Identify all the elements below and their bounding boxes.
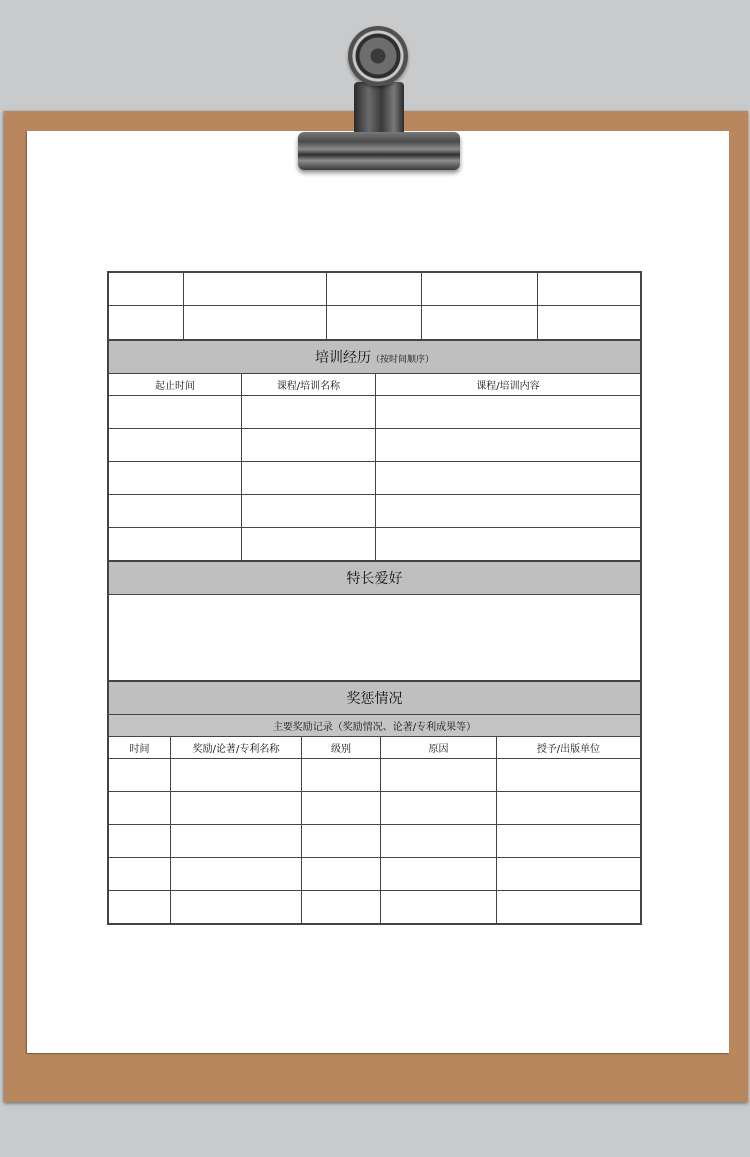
- award-cell[interactable]: [497, 858, 641, 891]
- talents-table: [108, 561, 641, 681]
- column-header-award-name: 奖励/论著/专利名称: [171, 737, 302, 759]
- info-cell[interactable]: [327, 306, 422, 340]
- info-cell[interactable]: [184, 273, 327, 306]
- training-cell[interactable]: [109, 528, 242, 561]
- award-cell[interactable]: [302, 759, 381, 792]
- clip-base: [298, 132, 460, 170]
- training-cell[interactable]: [242, 396, 376, 429]
- column-header-reason: 原因: [381, 737, 497, 759]
- award-cell[interactable]: [381, 858, 497, 891]
- training-cell[interactable]: [376, 495, 641, 528]
- top-info-table: [108, 272, 641, 340]
- table-row: [109, 306, 641, 340]
- awards-subheader: 主要奖励记录（奖励情况、论著/专利成果等）: [109, 715, 641, 737]
- table-row: [109, 858, 641, 891]
- table-row: [109, 891, 641, 924]
- training-title: 培训经历: [314, 350, 371, 366]
- table-row: [109, 396, 641, 429]
- info-cell[interactable]: [327, 273, 422, 306]
- info-cell[interactable]: [184, 306, 327, 340]
- column-header-period: 起止时间: [109, 374, 242, 396]
- award-cell[interactable]: [171, 759, 302, 792]
- table-row: [109, 759, 641, 792]
- binder-clip-icon: [296, 24, 462, 172]
- award-cell[interactable]: [381, 891, 497, 924]
- table-row: [109, 462, 641, 495]
- award-cell[interactable]: [109, 858, 171, 891]
- award-cell[interactable]: [171, 792, 302, 825]
- award-cell[interactable]: [171, 825, 302, 858]
- training-section-header: [109, 341, 641, 374]
- table-row: [109, 273, 641, 306]
- training-note: （按时间顺序）: [370, 355, 434, 365]
- award-cell[interactable]: [302, 858, 381, 891]
- info-cell[interactable]: [538, 306, 641, 340]
- award-cell[interactable]: [497, 825, 641, 858]
- talents-section-header: 特长爱好: [109, 562, 641, 595]
- award-cell[interactable]: [171, 858, 302, 891]
- info-cell[interactable]: [109, 306, 184, 340]
- awards-table: [108, 681, 641, 924]
- table-row: [109, 825, 641, 858]
- training-cell[interactable]: [109, 495, 242, 528]
- info-cell[interactable]: [422, 273, 538, 306]
- award-cell[interactable]: [497, 759, 641, 792]
- award-cell[interactable]: [302, 792, 381, 825]
- training-cell[interactable]: [109, 462, 242, 495]
- column-header-course-content: 课程/培训内容: [376, 374, 641, 396]
- training-cell[interactable]: [376, 528, 641, 561]
- talents-content-field[interactable]: [109, 595, 641, 681]
- awards-section-header: 奖惩情况: [109, 682, 641, 715]
- column-header-issuer: 授予/出版单位: [497, 737, 641, 759]
- table-row: [109, 528, 641, 561]
- award-cell[interactable]: [381, 792, 497, 825]
- award-cell[interactable]: [109, 891, 171, 924]
- training-cell[interactable]: [376, 396, 641, 429]
- award-cell[interactable]: [497, 891, 641, 924]
- info-cell[interactable]: [538, 273, 641, 306]
- column-header-level: 级别: [302, 737, 381, 759]
- training-cell[interactable]: [242, 429, 376, 462]
- info-cell[interactable]: [422, 306, 538, 340]
- award-cell[interactable]: [381, 825, 497, 858]
- column-header-time: 时间: [109, 737, 171, 759]
- training-cell[interactable]: [376, 462, 641, 495]
- training-column-headers: [109, 374, 641, 396]
- award-cell[interactable]: [381, 759, 497, 792]
- training-cell[interactable]: [376, 429, 641, 462]
- info-cell[interactable]: [109, 273, 184, 306]
- training-cell[interactable]: [242, 462, 376, 495]
- awards-column-headers: [109, 737, 641, 759]
- training-cell[interactable]: [242, 528, 376, 561]
- column-header-course-name: 课程/培训名称: [242, 374, 376, 396]
- resume-form: [107, 271, 642, 925]
- table-row: [109, 429, 641, 462]
- table-row: [109, 792, 641, 825]
- training-cell[interactable]: [109, 396, 242, 429]
- award-cell[interactable]: [302, 825, 381, 858]
- training-cell[interactable]: [242, 495, 376, 528]
- award-cell[interactable]: [171, 891, 302, 924]
- clip-ring: [348, 26, 408, 86]
- award-cell[interactable]: [109, 825, 171, 858]
- award-cell[interactable]: [302, 891, 381, 924]
- table-row: [109, 495, 641, 528]
- training-table: [108, 340, 641, 561]
- award-cell[interactable]: [109, 792, 171, 825]
- award-cell[interactable]: [109, 759, 171, 792]
- award-cell[interactable]: [497, 792, 641, 825]
- training-cell[interactable]: [109, 429, 242, 462]
